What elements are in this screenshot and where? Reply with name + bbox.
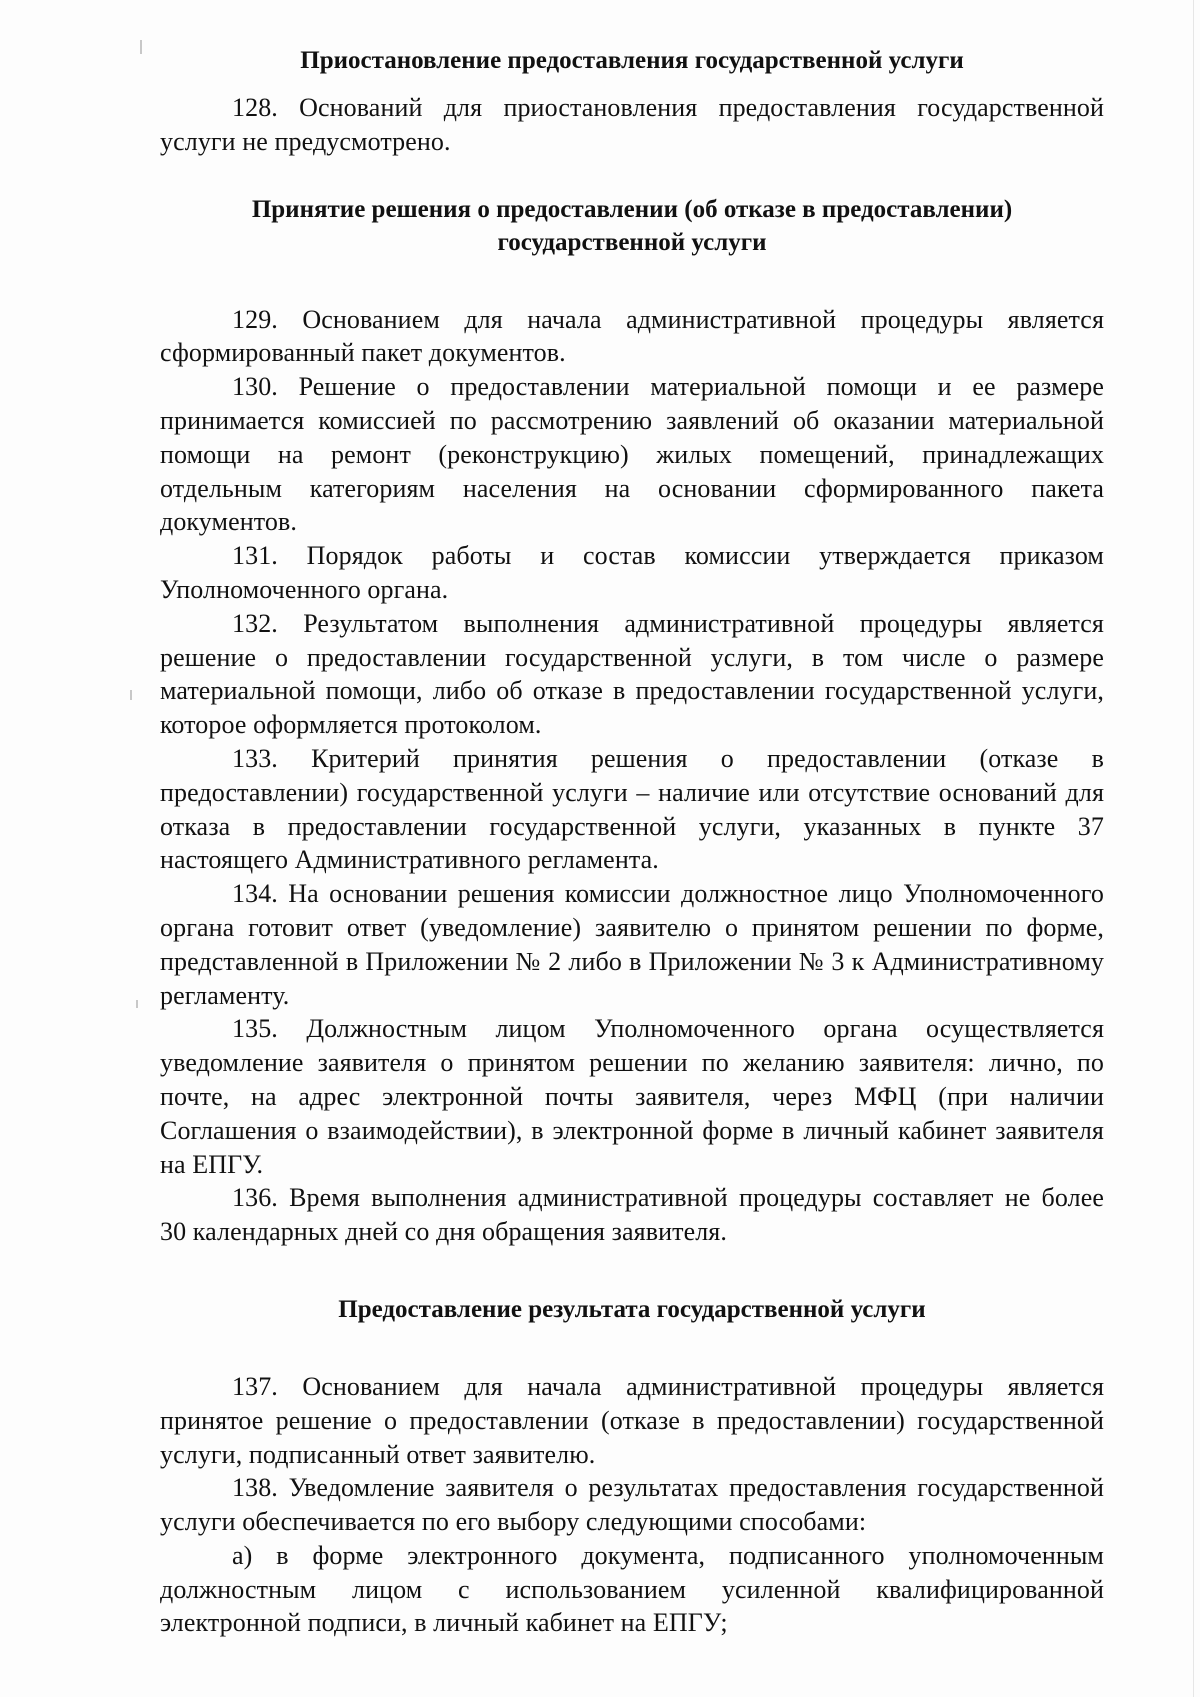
section-heading-suspension: Приостановление предоставления государственной услуги bbox=[300, 47, 964, 74]
scan-speck bbox=[136, 1000, 138, 1008]
paragraph-137: 137. Основанием для начала административной процедуры является принятое решение о предоставлении (отказе в предоставлении) государственной услуги, подписанный ответ заявителю. bbox=[160, 1371, 1104, 1469]
paragraph-130: 130. Решение о предоставлении материальной помощи и ее размере принимается комиссией по рассмотрению заявлений об оказании материальной помощи на ремонт (реконструкцию) жилых помещений, принадлежащих отдельным категориям населения на основании сформированного пакета документов. bbox=[160, 372, 1104, 537]
section-heading-decision-line1: Принятие решения о предоставлении (об отказе в предоставлении) bbox=[251, 195, 1013, 223]
page-edge bbox=[1193, 0, 1194, 1697]
paragraph-133: 133. Критерий принятия решения о предоставлении (отказе в предоставлении) государственной услуги – наличие или отсутствие оснований для отказа в предоставлении государственной услуги, указанных в пункте 37 настоящего Административного регламента. bbox=[160, 743, 1104, 875]
section-heading-decision-line2: государственной услуги bbox=[497, 228, 767, 256]
scan-speck bbox=[130, 690, 132, 700]
paragraph-129: 129. Основанием для начала административной процедуры является сформированный пакет документов. bbox=[160, 304, 1104, 368]
scan-speck bbox=[140, 40, 142, 54]
paragraph-138a: а) в форме электронного документа, подписанного уполномоченным должностным лицом с использованием усиленной квалифицированной электронной подписи, в личный кабинет на ЕПГУ; bbox=[160, 1540, 1104, 1638]
paragraph-135: 135. Должностным лицом Уполномоченного органа осуществляется уведомление заявителя о принятом решении по желанию заявителя: лично, по почте, на адрес электронной почты заявителя, через МФЦ (при наличии Соглашения о взаимодействии), в электронной форме в личный кабинет заявителя на ЕПГУ. bbox=[160, 1014, 1104, 1179]
paragraph-134: 134. На основании решения комиссии должностное лицо Уполномоченного органа готовит ответ (уведомление) заявителю о принятом решении по форме, представленной в Приложении № 2 либо в Приложении № 3 к Административному регламенту. bbox=[160, 879, 1104, 1010]
section-heading-result: Предоставление результата государственной услуги bbox=[338, 1295, 926, 1323]
paragraph-132: 132. Результатом выполнения административной процедуры является решение о предоставлении государственной услуги, в том числе о размере материальной помощи, либо об отказе в предоставлении государственной услуги, которое оформляется протоколом. bbox=[160, 608, 1104, 740]
paragraph-131: 131. Порядок работы и состав комиссии утверждается приказом Уполномоченного органа. bbox=[160, 541, 1104, 604]
paragraph-138: 138. Уведомление заявителя о результатах предоставления государственной услуги обеспечивается по его выбору следующими способами: bbox=[160, 1473, 1104, 1537]
document-body bbox=[160, 44, 1104, 1640]
paragraph-136: 136. Время выполнения административной процедуры составляет не более 30 календарных дней со дня обращения заявителя. bbox=[160, 1183, 1104, 1247]
section-heading-decision bbox=[160, 193, 1104, 259]
paragraph-128: 128. Оснований для приостановления предоставления государственной услуги не предусмотрено. bbox=[160, 93, 1104, 156]
